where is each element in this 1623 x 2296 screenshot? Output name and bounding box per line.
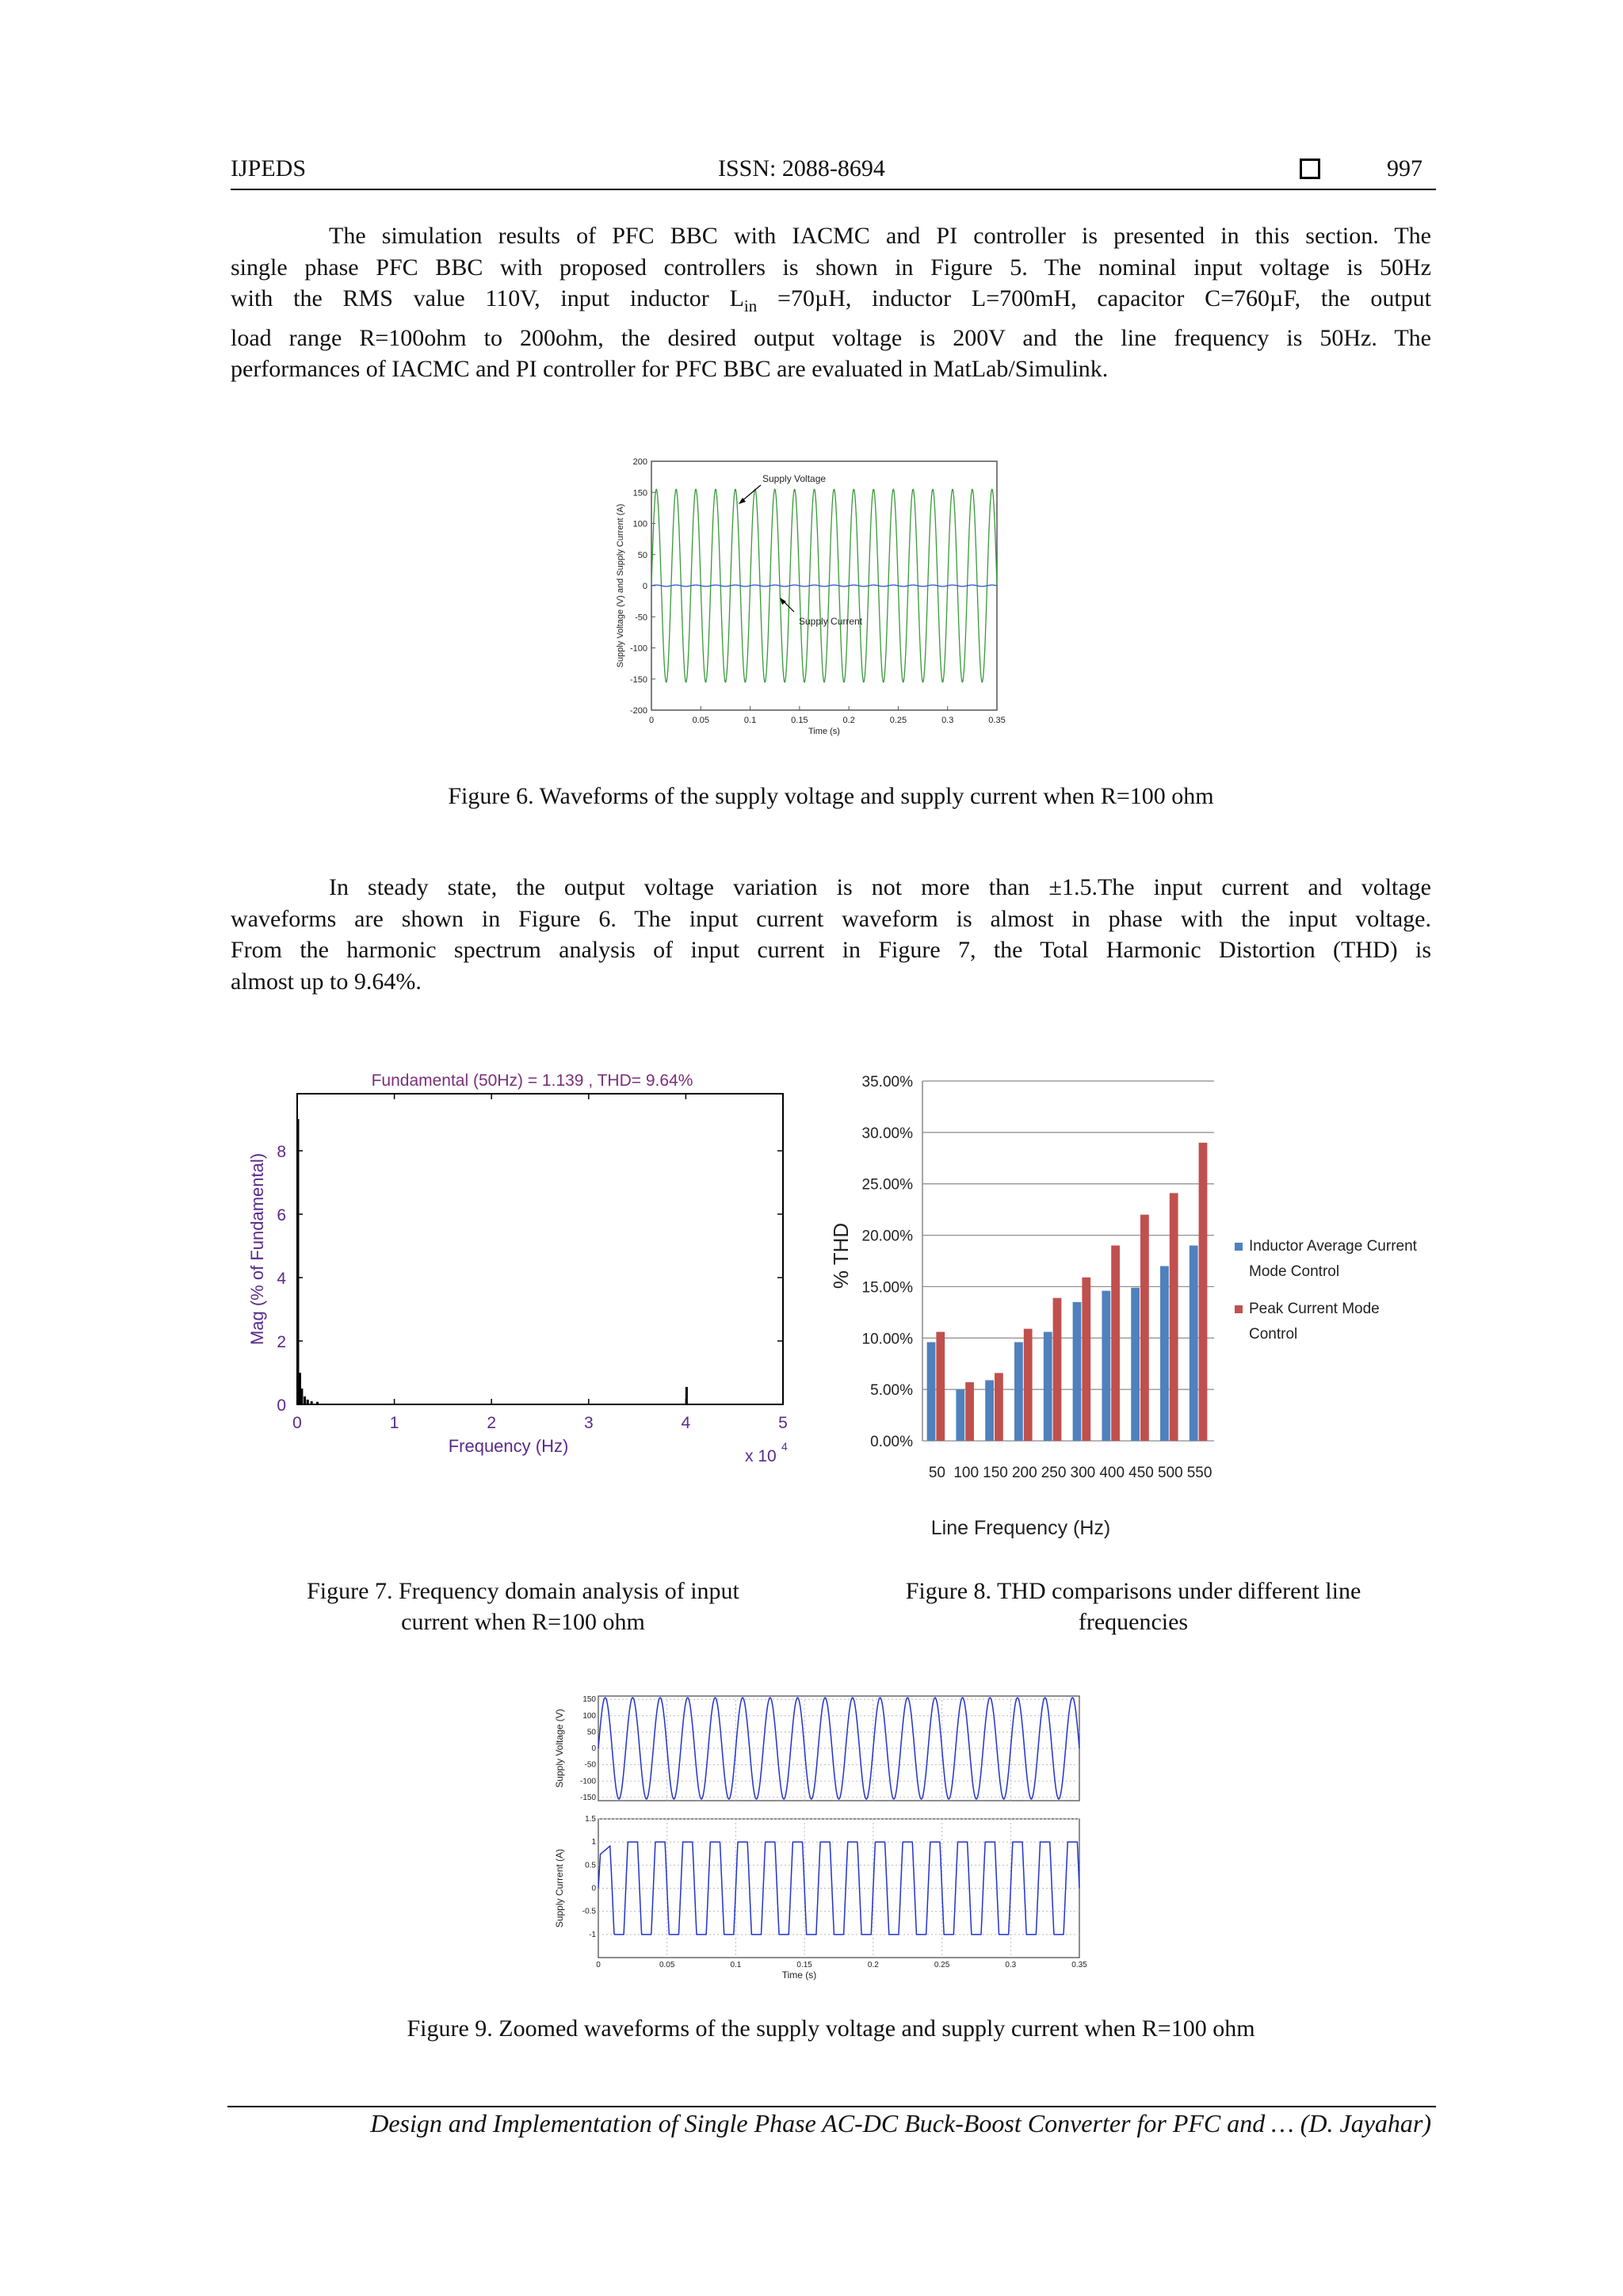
box-icon <box>1300 155 1320 182</box>
figure-8-caption-line1: Figure 8. THD comparisons under different line <box>905 1578 1361 1604</box>
fig8-ytick-label: 15.00% <box>861 1279 913 1297</box>
fig8-ytick-label: 20.00% <box>861 1228 913 1245</box>
fig8-bar-pcmc <box>1140 1215 1149 1441</box>
figure-8-caption-line2: frequencies <box>1078 1609 1189 1635</box>
fig8-xlabel: Line Frequency (Hz) <box>930 1517 1111 1539</box>
fig8-xtick-label: 300 <box>1070 1465 1096 1481</box>
fig8-ytick-label: 25.00% <box>861 1176 913 1194</box>
fig8-xtick-label: 100 <box>953 1465 980 1481</box>
fig7-title: Fundamental (50Hz) = 1.139 , THD= 9.64% <box>371 1072 693 1090</box>
fig8-xtick-label: 150 <box>983 1465 1008 1481</box>
p2-line4: almost up to 9.64%. <box>231 968 422 995</box>
fig7-spike <box>685 1387 688 1404</box>
fig8-xtick-label: 500 <box>1157 1465 1183 1481</box>
p2-line2: waveforms are shown in Figure 6. The input current waveform is almost in phase with the input voltage. <box>231 905 1431 932</box>
fig6-xlabel: Time (s) <box>808 727 840 736</box>
fig6-annotation-voltage: Supply Voltage <box>762 473 827 484</box>
page-number: 997 <box>1387 155 1423 181</box>
fig7-spike <box>300 1389 303 1404</box>
fig9-xtick-label: 0.3 <box>1005 1961 1017 1969</box>
figure-7-chart <box>238 1062 808 1506</box>
figure-8-chart <box>829 1062 1434 1569</box>
fig6-ylabel: Supply Voltage (V) and Supply Current (A) <box>616 503 625 668</box>
fig8-xtick-label: 550 <box>1186 1465 1212 1481</box>
p1-line3a: with the RMS value 110V, input inductor L <box>231 285 744 311</box>
figure-8-caption <box>848 1576 1419 1637</box>
fig9-ytick-label: 50 <box>586 1728 596 1737</box>
fig7-spike <box>304 1396 306 1404</box>
fig8-legend-label-line1: Inductor Average Current <box>1249 1238 1417 1255</box>
fig7-ytick-label: 2 <box>277 1333 286 1351</box>
fig8-bar-iacmc <box>956 1389 964 1441</box>
fig8-xtick-label: 200 <box>1011 1465 1037 1481</box>
fig8-ytick-label: 10.00% <box>861 1331 913 1348</box>
fig9-ytick-label: 1.5 <box>585 1815 596 1824</box>
fig9-xtick-label: 0.15 <box>796 1961 812 1969</box>
fig9-xlabel: Time (s) <box>781 1969 817 1981</box>
fig9-ytick-label: 150 <box>582 1695 596 1705</box>
fig8-xtick-label: 450 <box>1128 1465 1154 1481</box>
fig7-ytick-label: 8 <box>277 1143 286 1161</box>
fig9-ytick-label: -100 <box>579 1777 596 1786</box>
header-rule <box>231 189 1436 190</box>
fig7-xtick-label: 1 <box>389 1414 399 1432</box>
fig9-ytick-label: -0.5 <box>582 1907 596 1916</box>
fig9-ylabel: Supply Voltage (V) <box>554 1709 565 1788</box>
p1-line5: performances of IACMC and PI controller for PFC BBC are evaluated in MatLab/Simulink. <box>231 356 1109 382</box>
fig8-bar-iacmc <box>985 1380 994 1441</box>
fig8-legend-label-line2: Control <box>1249 1326 1298 1343</box>
fig8-bar-pcmc <box>1024 1329 1033 1441</box>
fig8-bar-iacmc <box>927 1342 936 1441</box>
fig8-xtick-label: 400 <box>1099 1465 1125 1481</box>
fig6-ytick-label: 50 <box>637 550 647 560</box>
fig7-xscale-exponent: 4 <box>781 1440 788 1453</box>
p1-line3b: =70µH, inductor L=700mH, capacitor C=760µF, the output <box>757 285 1431 311</box>
fig7-ylabel: Mag (% of Fundamental) <box>247 1152 267 1346</box>
fig8-legend-swatch-iacmc <box>1235 1243 1243 1251</box>
fig6-xtick-label: 0.05 <box>692 716 709 725</box>
fig9-ytick-label: 1 <box>591 1838 596 1847</box>
fig6-xtick-label: 0.3 <box>941 716 954 725</box>
fig7-ytick-label: 0 <box>277 1396 286 1415</box>
footer-text: Design and Implementation of Single Phase AC-DC Buck-Boost Converter for PFC and … (D. Jayahar) <box>370 2109 1431 2137</box>
issn: ISSN: 2088-8694 <box>718 155 885 181</box>
p1-line4: load range R=100ohm to 200ohm, the desired output voltage is 200V and the line frequency is 50Hz. The <box>231 324 1431 351</box>
fig7-xtick-label: 4 <box>681 1414 691 1432</box>
p1-line2: single phase PFC BBC with proposed controllers is shown in Figure 5. The nominal input voltage is 50Hz <box>231 254 1431 281</box>
figure-9-chart <box>539 1696 1109 1981</box>
footer-rule <box>227 2106 1436 2107</box>
fig9-ytick-label: 0.5 <box>585 1861 596 1870</box>
fig8-bar-pcmc <box>936 1332 945 1441</box>
fig6-xtick-label: 0.35 <box>988 716 1006 725</box>
fig9-ytick-label: -1 <box>589 1930 596 1939</box>
fig8-bar-pcmc <box>1111 1246 1120 1441</box>
fig8-bar-iacmc <box>1044 1332 1052 1441</box>
p2-line3: From the harmonic spectrum analysis of input current in Figure 7, the Total Harmonic Distortion (THD) is <box>231 937 1431 963</box>
fig9-xtick-label: 0.35 <box>1071 1961 1087 1969</box>
fig7-spike <box>307 1400 309 1404</box>
fig7-spike <box>316 1402 319 1404</box>
fig8-bar-iacmc <box>1014 1342 1023 1441</box>
fig9-ytick-label: 100 <box>582 1711 596 1721</box>
fig6-annotation-current: Supply Current <box>799 616 863 627</box>
fig7-xtick-label: 2 <box>487 1414 497 1432</box>
fig9-xtick-label: 0.05 <box>659 1961 675 1969</box>
fig9-ylabel: Supply Current (A) <box>554 1848 565 1928</box>
figure-6-caption: Figure 6. Waveforms of the supply voltage and supply current when R=100 ohm <box>448 783 1214 809</box>
fig8-legend-label-line1: Peak Current Mode <box>1249 1301 1380 1317</box>
p1-line3-sub: in <box>743 296 758 315</box>
fig7-xlabel: Frequency (Hz) <box>448 1436 569 1456</box>
fig9-ytick-label: -50 <box>584 1760 596 1770</box>
figure-7-caption-line1: Figure 7. Frequency domain analysis of input <box>307 1578 739 1604</box>
fig9-xtick-label: 0.2 <box>867 1961 879 1969</box>
fig7-spike <box>297 1119 300 1404</box>
fig9-ytick-label: 0 <box>591 1744 596 1753</box>
fig7-ytick-label: 4 <box>277 1270 286 1288</box>
fig8-bar-pcmc <box>1082 1278 1090 1441</box>
figure-7-caption <box>238 1576 808 1637</box>
fig6-ytick-label: 0 <box>642 582 647 591</box>
p2-line1: In steady state, the output voltage variation is not more than ±1.5.The input current and voltage <box>329 874 1431 900</box>
fig6-xtick-label: 0 <box>648 716 655 725</box>
journal-name: IJPEDS <box>231 155 307 181</box>
fig6-ytick-label: -50 <box>635 613 647 623</box>
fig7-xtick-label: 5 <box>778 1414 788 1432</box>
fig8-bar-iacmc <box>1073 1302 1082 1441</box>
fig8-bar-iacmc <box>1131 1288 1140 1441</box>
fig8-bar-pcmc <box>1170 1193 1178 1441</box>
figure-7-caption-line2: current when R=100 ohm <box>401 1609 645 1635</box>
fig8-ytick-label: 5.00% <box>870 1382 913 1400</box>
fig8-ytick-label: 0.00% <box>870 1434 913 1450</box>
fig9-ytick-label: -150 <box>579 1793 596 1802</box>
fig6-ytick-label: -150 <box>629 674 647 685</box>
paragraph-1 <box>231 220 1431 385</box>
figure-9-caption: Figure 9. Zoomed waveforms of the supply voltage and supply current when R=100 ohm <box>407 2015 1255 2042</box>
fig8-bar-pcmc <box>965 1382 974 1441</box>
fig6-xtick-label: 0.2 <box>842 716 855 725</box>
fig6-xtick-label: 0.15 <box>791 716 808 725</box>
fig9-xtick-label: 0.1 <box>730 1961 742 1969</box>
fig6-ytick-label: -200 <box>629 706 647 716</box>
fig8-bar-pcmc <box>1199 1143 1208 1441</box>
fig9-xtick-label: 0.25 <box>934 1961 950 1969</box>
fig6-ytick-label: 100 <box>632 519 647 529</box>
fig8-bar-pcmc <box>1053 1298 1062 1441</box>
fig8-bar-iacmc <box>1160 1266 1169 1441</box>
fig8-bar-pcmc <box>995 1373 1003 1441</box>
fig7-xscale-label: x 10 <box>745 1447 777 1465</box>
fig9-xtick-label: 0 <box>596 1961 601 1969</box>
fig6-xtick-label: 0.25 <box>889 716 907 725</box>
fig7-xtick-label: 0 <box>292 1414 302 1432</box>
fig8-legend-swatch-pcmc <box>1235 1305 1243 1313</box>
fig7-spike <box>311 1401 313 1404</box>
fig6-xtick-label: 0.1 <box>743 716 757 725</box>
fig8-xtick-label: 250 <box>1041 1465 1067 1481</box>
fig8-bar-iacmc <box>1190 1246 1198 1441</box>
p1-line1: The simulation results of PFC BBC with IACMC and PI controller is presented in this section. The <box>329 223 1431 249</box>
fig7-plot-frame <box>297 1094 783 1404</box>
fig8-xtick-label: 50 <box>928 1465 945 1481</box>
fig8-ylabel: % THD <box>829 1222 853 1289</box>
fig7-ytick-label: 6 <box>277 1206 286 1224</box>
fig6-ytick-label: 200 <box>632 457 647 467</box>
fig8-bar-iacmc <box>1102 1291 1110 1441</box>
fig6-ytick-label: -100 <box>629 644 647 654</box>
figure-6-chart <box>602 452 1046 749</box>
fig7-xtick-label: 3 <box>583 1414 594 1432</box>
fig9-ytick-label: 0 <box>591 1884 596 1893</box>
fig8-legend-label-line2: Mode Control <box>1249 1263 1340 1280</box>
fig8-ytick-label: 30.00% <box>861 1125 913 1142</box>
fig6-ytick-label: 150 <box>632 488 647 499</box>
fig8-ytick-label: 35.00% <box>861 1074 913 1091</box>
paragraph-2 <box>231 872 1431 997</box>
